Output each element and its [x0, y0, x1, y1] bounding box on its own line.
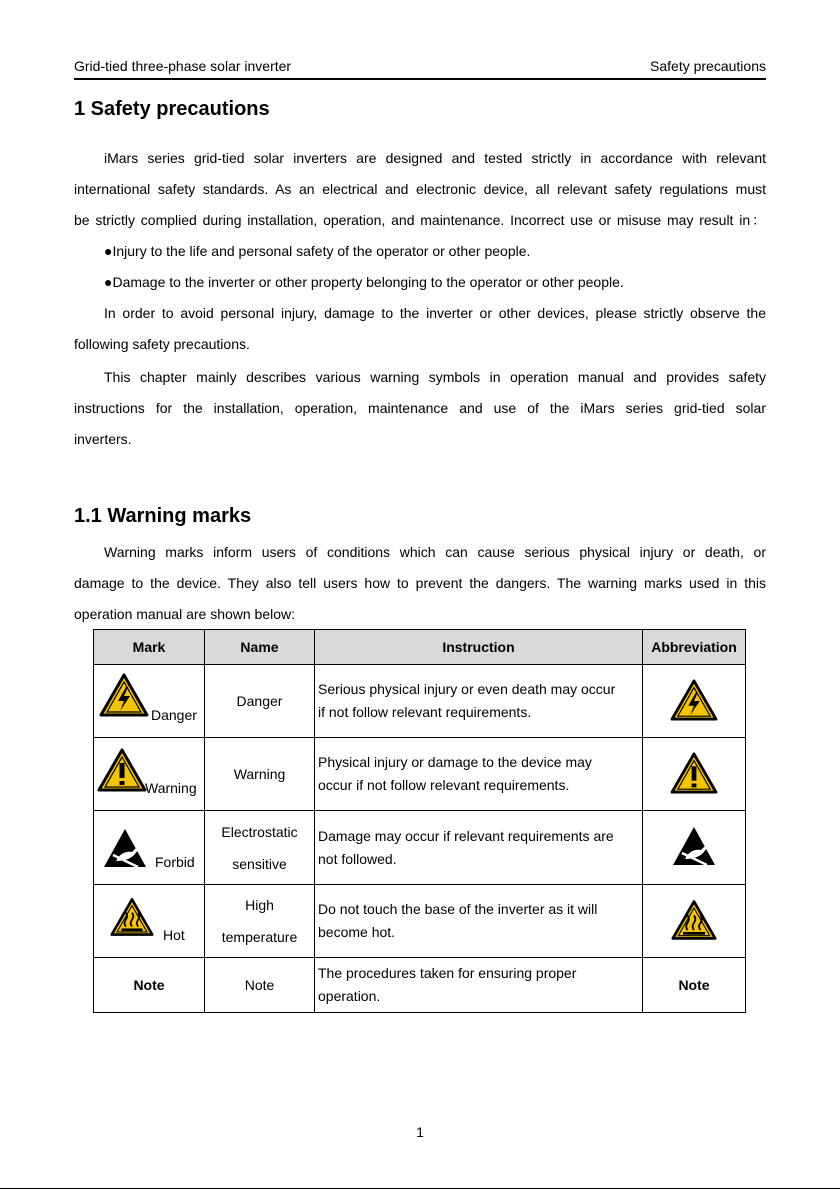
name-cell: High temperature: [205, 885, 315, 958]
mark-label: Hot: [163, 927, 185, 943]
mark-label: Warning: [145, 780, 197, 796]
hot-surface-icon: [671, 899, 717, 941]
header-left: Grid-tied three-phase solar inverter: [74, 58, 292, 74]
exclamation-warning-icon: [97, 748, 147, 792]
name-cell: Electrostatic sensitive: [205, 811, 315, 885]
header-right: Safety precautions: [650, 58, 766, 74]
instruction-cell: The procedures taken for ensuring proper operation.: [315, 958, 643, 1013]
abbreviation-cell: [643, 811, 746, 885]
mark-cell: Note: [94, 958, 205, 1013]
warning-marks-table: [93, 629, 746, 1013]
table-row: [94, 958, 746, 1013]
abbreviation-cell: [643, 665, 746, 738]
table-row: [94, 811, 746, 885]
table-header-row: [94, 630, 746, 665]
mark-label: Forbid: [155, 854, 195, 870]
mark-label: Danger: [151, 707, 197, 723]
table-row: [94, 885, 746, 958]
mark-cell: [94, 665, 205, 738]
avoid-paragraph: In order to avoid personal injury, damage to the inverter or other devices, please strictly observe the following safety precautions.: [74, 305, 766, 352]
column-header-instruction: Instruction: [315, 630, 643, 665]
abbreviation-cell: Note: [643, 958, 746, 1013]
name-cell: Note: [205, 958, 315, 1013]
table-row: [94, 665, 746, 738]
column-header-abbreviation: Abbreviation: [643, 630, 746, 665]
list-item: ●Injury to the life and personal safety of the operator or other people.: [104, 243, 531, 259]
instruction-cell: Serious physical injury or even death may occur if not follow relevant requirements.: [315, 665, 643, 738]
page-header: [74, 56, 766, 80]
instruction-cell: Damage may occur if relevant requirements are not followed.: [315, 811, 643, 885]
name-cell: Warning: [205, 738, 315, 811]
table-row: [94, 738, 746, 811]
electric-shock-warning-icon: [99, 673, 149, 717]
instruction-cell: Do not touch the base of the inverter as it will become hot.: [315, 885, 643, 958]
electrostatic-sensitive-icon: [671, 823, 717, 869]
hot-surface-icon: [110, 897, 154, 937]
section-title: 1 Safety precautions: [74, 98, 270, 120]
electrostatic-sensitive-icon: [102, 825, 148, 871]
electric-shock-warning-icon: [670, 679, 718, 721]
chapter-paragraph: This chapter mainly describes various warning symbols in operation manual and provides safety instructions for the installation, operation, maintenance and use of the iMars series grid-tied solar inverters.: [74, 369, 766, 447]
bullet-list: [74, 236, 766, 298]
mark-cell: [94, 811, 205, 885]
mark-cell: [94, 738, 205, 811]
abbreviation-cell: [643, 738, 746, 811]
column-header-mark: Mark: [94, 630, 205, 665]
page-number: 1: [416, 1124, 424, 1140]
subsection-title: 1.1 Warning marks: [74, 505, 252, 527]
abbreviation-cell: [643, 885, 746, 958]
exclamation-warning-icon: [670, 752, 718, 794]
instruction-cell: Physical injury or damage to the device may occur if not follow relevant requirements.: [315, 738, 643, 811]
mark-cell: [94, 885, 205, 958]
name-cell: Danger: [205, 665, 315, 738]
list-item: ●Damage to the inverter or other property belonging to the operator or other people.: [104, 274, 624, 290]
intro-paragraph: iMars series grid-tied solar inverters are designed and tested strictly in accordance with relevant international safety standards. As an electrical and electronic device, all relevant safety regulations must be strictly complied during installation, operation, and maintenance. Incorrect use or misuse may result in：: [74, 150, 766, 228]
column-header-name: Name: [205, 630, 315, 665]
page-bottom-rule: [0, 1188, 840, 1189]
warning-marks-paragraph: Warning marks inform users of conditions which can cause serious physical injury or death, or damage to the device. They also tell users how to prevent the dangers. The warning marks used in this operation manual are shown below:: [74, 544, 766, 622]
